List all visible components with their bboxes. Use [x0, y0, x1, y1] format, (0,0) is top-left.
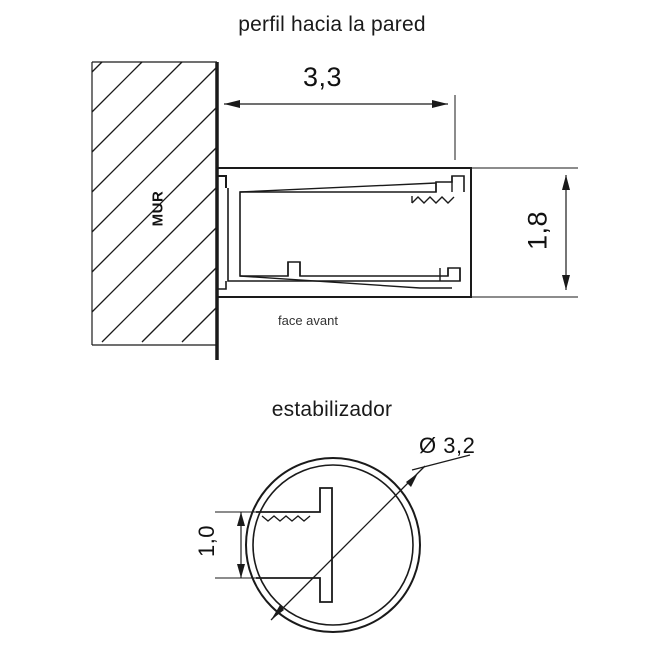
- stabilizer-serration: [262, 516, 310, 521]
- arrow-left-33: [224, 100, 240, 108]
- dimension-label-diameter: Ø 3,2: [419, 433, 476, 458]
- arrow-right-33: [432, 100, 448, 108]
- diameter-arrow-upper: [406, 473, 418, 487]
- profile-upper-ledge: [240, 183, 436, 192]
- figure-title-stabilizer: estabilizador: [271, 398, 393, 421]
- front-face-label: face avant: [278, 313, 338, 328]
- profile-lower-slant: [240, 276, 452, 288]
- arrow-bottom-18: [562, 275, 570, 290]
- stabilizer-outer-circle: [246, 458, 420, 632]
- stabilizer-slot-outline: [256, 488, 332, 602]
- dimension-label-width: 3,3: [303, 62, 343, 92]
- dimension-label-height: 1,8: [522, 210, 553, 251]
- arrow-bottom-10: [237, 564, 245, 578]
- wall-label-mur: MUR: [149, 190, 167, 227]
- dimension-label-slot-width: 1,0: [194, 524, 219, 558]
- arrow-top-10: [237, 512, 245, 526]
- stabilizer-inner-circle: [253, 465, 413, 625]
- figure-title-wall-profile: perfil hacia la pared: [238, 13, 426, 36]
- arrow-top-18: [562, 175, 570, 190]
- gasket-serration: [412, 197, 454, 203]
- profile-inner-cavity: [228, 176, 464, 281]
